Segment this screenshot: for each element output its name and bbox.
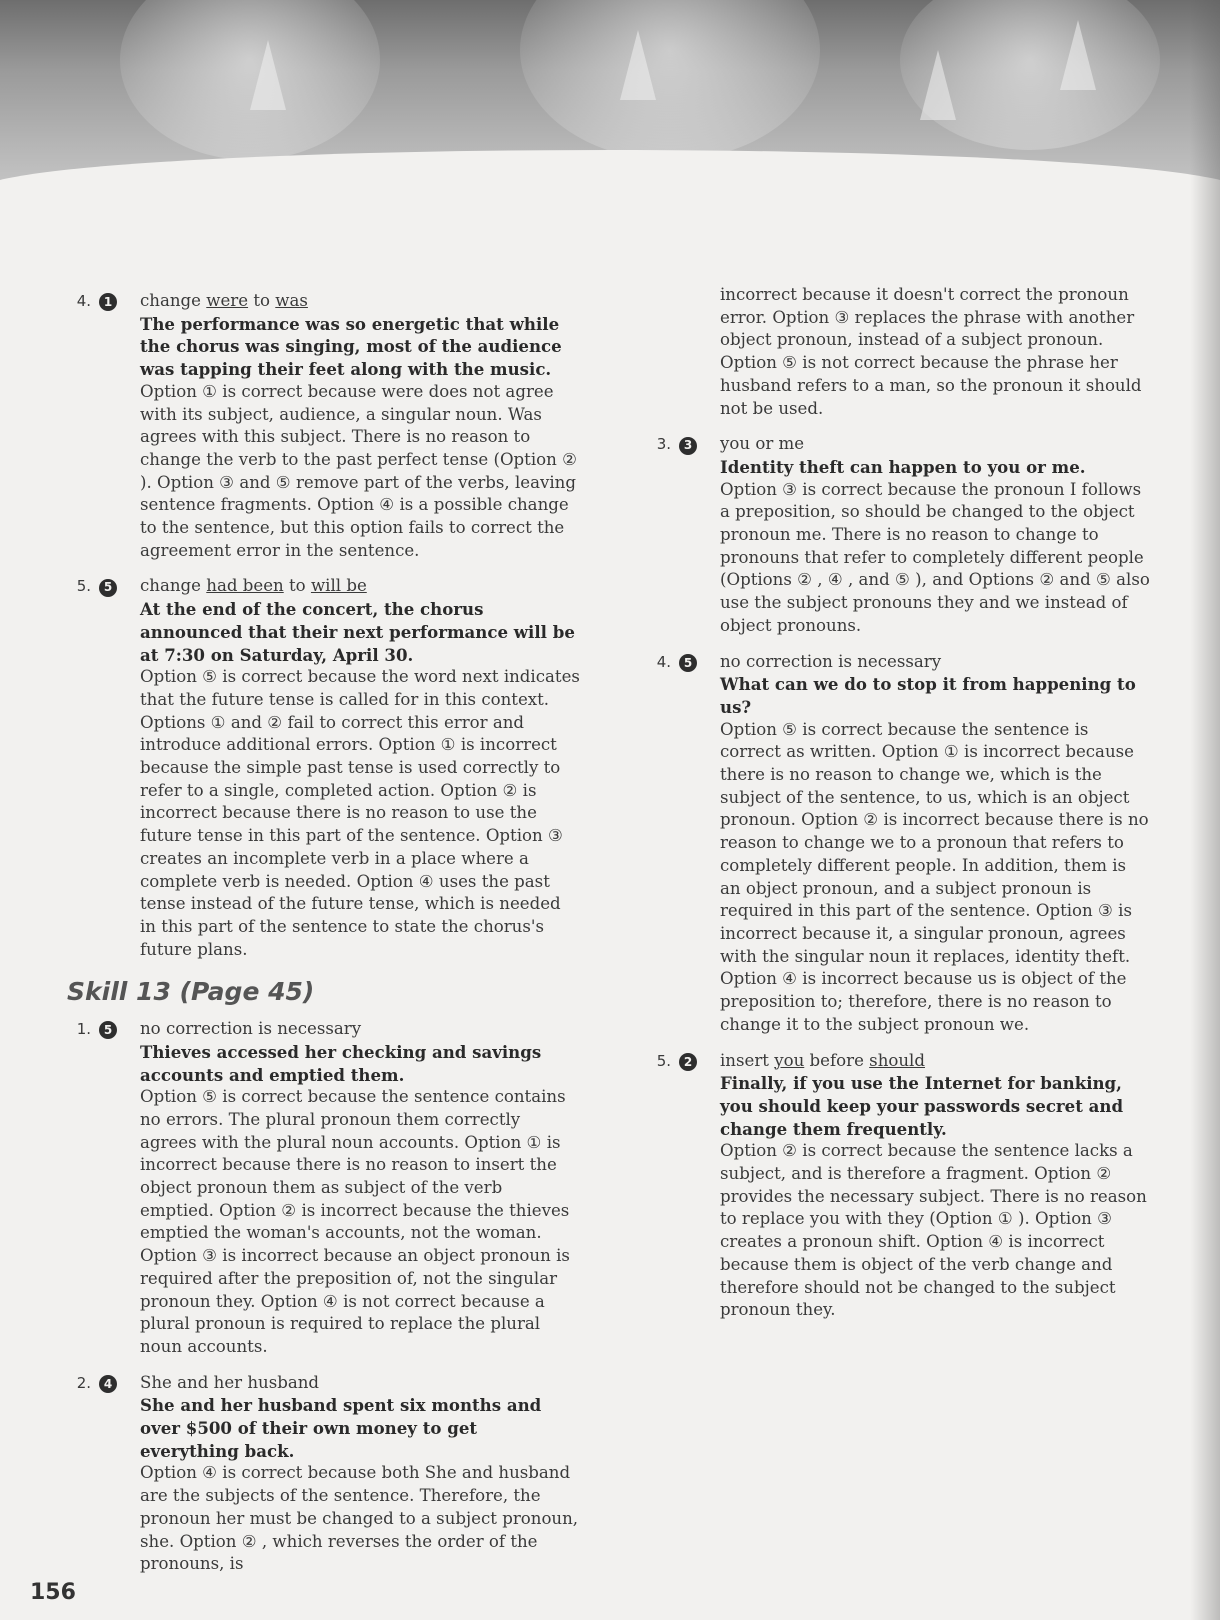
item-number: 5. xyxy=(76,577,91,596)
answer-item xyxy=(75,290,580,562)
explanation: Option ⑤ is correct because the word next indicates that the future tense is called for in this context. Options ① and ② fail to correct this error and introduce additional errors. Option ① is incorrect because the simple past tense is used correctly to refer to a single, completed action. Option ② is incorrect because there is no reason to use the future tense in this part of the sentence. Option ③ creates an incomplete verb in a place where a complete verb is needed. Option ④ uses the past tense instead of the future tense, which is needed in this part of the sentence to state the chorus's future plans. xyxy=(140,667,580,959)
answer-text: insert you before should xyxy=(720,1050,925,1070)
corrected-sentence: The performance was so energetic that while the chorus was singing, most of the audience was tapping their feet along with the music. xyxy=(140,313,562,380)
choice-badge: 5 xyxy=(679,654,697,672)
left-column xyxy=(67,290,580,1589)
answer-text: no correction is necessary xyxy=(140,1019,362,1039)
section-heading: Skill 13 (Page 45) xyxy=(67,977,315,1007)
choice-badge: 5 xyxy=(99,579,117,597)
choice-badge: 2 xyxy=(679,1053,697,1071)
corrected-sentence: At the end of the concert, the chorus announced that their next performance will be at 7:30 on Saturday, April 30. xyxy=(140,599,575,665)
choice-badge: 4 xyxy=(99,1375,117,1393)
page-number: 156 xyxy=(30,1580,76,1605)
item-number: 5. xyxy=(656,1051,671,1070)
explanation: Option ⑤ is correct because the sentence is correct as written. Option ① is incorrect because there is no reason to change we, which is the subject of the sentence, to us, which is an object pronoun. Option ② is incorrect because there is no reason to change we to a pronoun that refers to completely different people. In addition, them is an object pronoun, and a subject pronoun is required in this part of the sentence. Option ③ is incorrect because it, a singular pronoun, agrees with the singular noun it replaces, identity theft. Option ④ is incorrect because us is object of the preposition to; therefore, there is no reason to change it to the subject pronoun we. xyxy=(720,719,1149,1034)
answer-text: you or me xyxy=(720,434,805,454)
answer-text: change had been to will be xyxy=(140,576,367,596)
corrected-sentence: What can we do to stop it from happening to us? xyxy=(720,674,1136,717)
answer-item xyxy=(75,1018,580,1359)
item-number: 1. xyxy=(76,1020,91,1039)
explanation: Option ④ is correct because both She and husband are the subjects of the sentence. Therefore, the pronoun her must be changed to a subject pronoun, she. Option ② , which reverses the order of the pronouns, is xyxy=(140,1463,579,1574)
answer-text: no correction is necessary xyxy=(720,651,942,671)
choice-badge: 5 xyxy=(99,1021,117,1039)
answer-item xyxy=(75,575,580,961)
decorative-banner xyxy=(0,0,1220,200)
answer-item xyxy=(655,1050,1150,1322)
page-edge-shadow xyxy=(1190,0,1220,1620)
answer-item xyxy=(655,433,1150,637)
choice-badge: 3 xyxy=(679,437,697,455)
answer-text: change were to was xyxy=(140,291,308,310)
continued-explanation xyxy=(655,284,1150,420)
corrected-sentence: Finally, if you use the Internet for banking, you should keep your passwords secret and change them frequently. xyxy=(720,1073,1124,1139)
explanation: Option ③ is correct because the pronoun I follows a preposition, so should be changed to the object pronoun me. There is no reason to change to pronouns that refer to completely different people (Options ② , ④ , and ⑤ ), and Options ② and ⑤ also use the subject pronouns they and we instead of object pronouns. xyxy=(720,479,1150,635)
corrected-sentence: Thieves accessed her checking and savings accounts and emptied them. xyxy=(140,1041,542,1085)
explanation-continuation: incorrect because it doesn't correct the pronoun error. Option ③ replaces the phrase with another object pronoun, instead of a subject pronoun. Option ⑤ is not correct because the phrase her husband refers to a man, so the pronoun it should not be used. xyxy=(720,285,1142,418)
explanation: Option ⑤ is correct because the sentence contains no errors. The plural pronoun them correctly agrees with the plural noun accounts. Option ① is incorrect because there is no reason to insert the object pronoun them as subject of the verb emptied. Option ② is incorrect because the thieves emptied the woman's accounts, not the woman. Option ③ is incorrect because an object pronoun is required after the preposition of, not the singular pronoun they. Option ④ is not correct because a plural pronoun is required to replace the plural noun accounts. xyxy=(140,1087,570,1356)
item-number: 2. xyxy=(76,1373,91,1392)
explanation: Option ① is correct because were does not agree with its subject, audience, a singular noun. Was agrees with this subject. There is no reason to change the verb to the past perfect tense (Option ② ). Option ③ and ⑤ remove part of the verbs, leaving sentence fragments. Option ④ is a possible change to the sentence, but this option fails to correct the agreement error in the sentence. xyxy=(140,381,577,560)
corrected-sentence: Identity theft can happen to you or me. xyxy=(720,456,1086,477)
answer-item xyxy=(655,651,1150,1037)
item-number: 3. xyxy=(656,435,671,454)
explanation: Option ② is correct because the sentence lacks a subject, and is therefore a fragment. Option ② provides the necessary subject. There is no reason to replace you with they (Option ① ). Option ③ creates a pronoun shift. Option ④ is incorrect because them is object of the verb change and therefore should not be changed to the subject pronoun they. xyxy=(720,1141,1147,1320)
item-number: 4. xyxy=(76,292,91,310)
choice-badge: 1 xyxy=(99,293,117,311)
corrected-sentence: She and her husband spent six months and over $500 of their own money to get everything back. xyxy=(140,1395,542,1461)
answer-item xyxy=(75,1372,580,1576)
answer-text: She and her husband xyxy=(140,1372,320,1392)
right-column xyxy=(655,284,1150,1335)
item-number: 4. xyxy=(656,652,671,671)
